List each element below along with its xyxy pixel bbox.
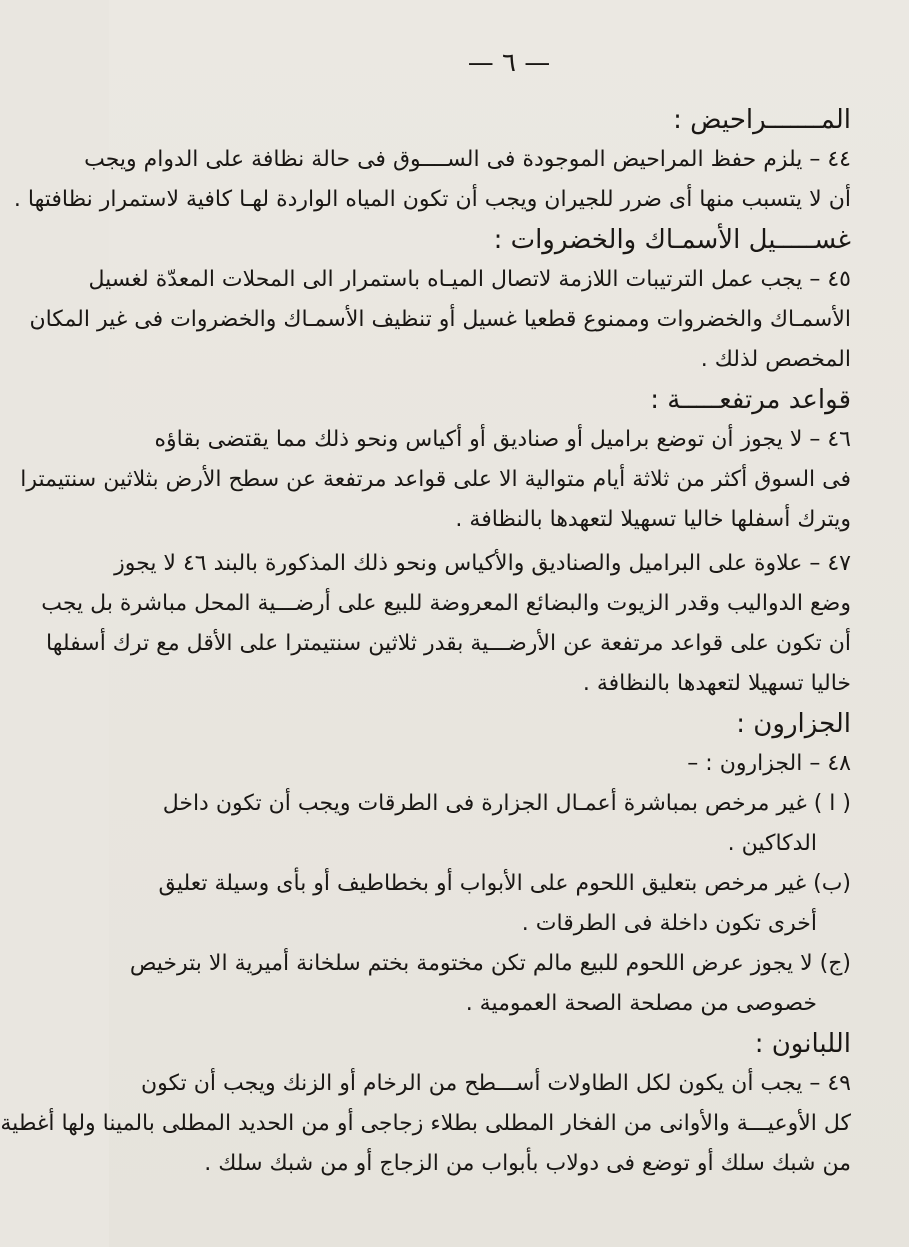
paragraph-line: ٤٤ – يلزم حفظ المراحيض الموجودة فى الســــوق فى حالة نظافة على الدوام ويجب	[84, 147, 851, 172]
section-heading: اللبانون :	[754, 1029, 851, 1059]
paragraph-line: أن تكون على قواعد مرتفعة عن الأرضـــية بقدر ثلاثين سنتيمترا على الأقل مع ترك أسفلها	[46, 631, 851, 656]
section-heading: المـــــــراحيض :	[673, 105, 851, 135]
paragraph-line: فى السوق أكثر من ثلاثة أيام متوالية الا على قواعد مرتفعة عن سطح الأرض بثلاثين سنتيمترا	[20, 467, 851, 492]
paragraph-line: ويترك أسفلها خاليا تسهيلا لتعهدها بالنظافة .	[455, 507, 851, 532]
paragraph-line: خصوصى من مصلحة الصحة العمومية .	[465, 991, 817, 1016]
paragraph-line: المخصص لذلك .	[700, 347, 851, 372]
section-milkmen	[0, 1024, 851, 1184]
section-toilets	[13, 100, 851, 220]
paragraph-line: (ج) لا يجوز عرض اللحوم للبيع مالم تكن مختومة بختم سلخانة أميرية الا بترخيص	[129, 951, 851, 976]
section-heading: قواعد مرتفعـــــة :	[650, 385, 851, 415]
paragraph-line: ٤٥ – يجب عمل الترتيبات اللازمة لاتصال الميـاه باستمرار الى المحلات المعدّة لغسيل	[88, 267, 851, 292]
paragraph-line: ٤٩ – يجب أن يكون لكل الطاولات أســـطح من الرخام أو الزنك ويجب أن تكون	[140, 1071, 851, 1096]
paragraph-line: ٤٨ – الجزارون : –	[687, 751, 851, 776]
section-butchers	[129, 704, 851, 1024]
paragraph-line: وضع الدواليب وقدر الزيوت والبضائع المعروضة للبيع على أرضـــية المحل مباشرة بل يجب	[41, 591, 851, 616]
section-article-47	[41, 544, 851, 704]
paragraph-line: من شبك سلك أو توضع فى دولاب بأبواب من الزجاج أو من شبك سلك .	[204, 1151, 851, 1176]
section-heading: غســـــيل الأسمـاك والخضروات :	[493, 225, 851, 255]
page-number: — ٦ —	[467, 48, 551, 78]
paragraph-line: كل الأوعيـــة والأوانى من الفخار المطلى بطلاء زجاجى أو من الحديد المطلى بالمينا ولها أغطية	[0, 1111, 851, 1136]
section-washing-fish-vegetables	[29, 220, 851, 380]
section-heading: الجزارون :	[736, 709, 851, 739]
paragraph-line: خاليا تسهيلا لتعهدها بالنظافة .	[582, 671, 851, 696]
section-raised-bases	[20, 380, 851, 540]
document-body	[0, 100, 851, 1184]
paragraph-line: أخرى تكون داخلة فى الطرقات .	[521, 911, 817, 936]
paragraph-line: الدكاكين .	[727, 831, 817, 856]
paragraph-line: الأسمـاك والخضروات وممنوع قطعيا غسيل أو تنظيف الأسمـاك والخضروات فى غير المكان	[29, 307, 851, 332]
paragraph-line: ٤٧ – علاوة على البراميل والصناديق والأكياس ونحو ذلك المذكورة بالبند ٤٦ لا يجوز	[114, 551, 851, 576]
paragraph-line: أن لا يتسبب منها أى ضرر للجيران ويجب أن تكون المياه الواردة لهـا كافية لاستمرار نظافتها .	[13, 187, 851, 212]
paragraph-line: ٤٦ – لا يجوز أن توضع براميل أو صناديق أو أكياس ونحو ذلك مما يقتضى بقاؤه	[154, 427, 851, 452]
paragraph-line: (ب) غير مرخص بتعليق اللحوم على الأبواب أو بخطاطيف أو بأى وسيلة تعليق	[158, 871, 851, 896]
paragraph-line: ( ا ) غير مرخص بمباشرة أعمـال الجزارة فى الطرقات ويجب أن تكون داخل	[162, 791, 851, 816]
